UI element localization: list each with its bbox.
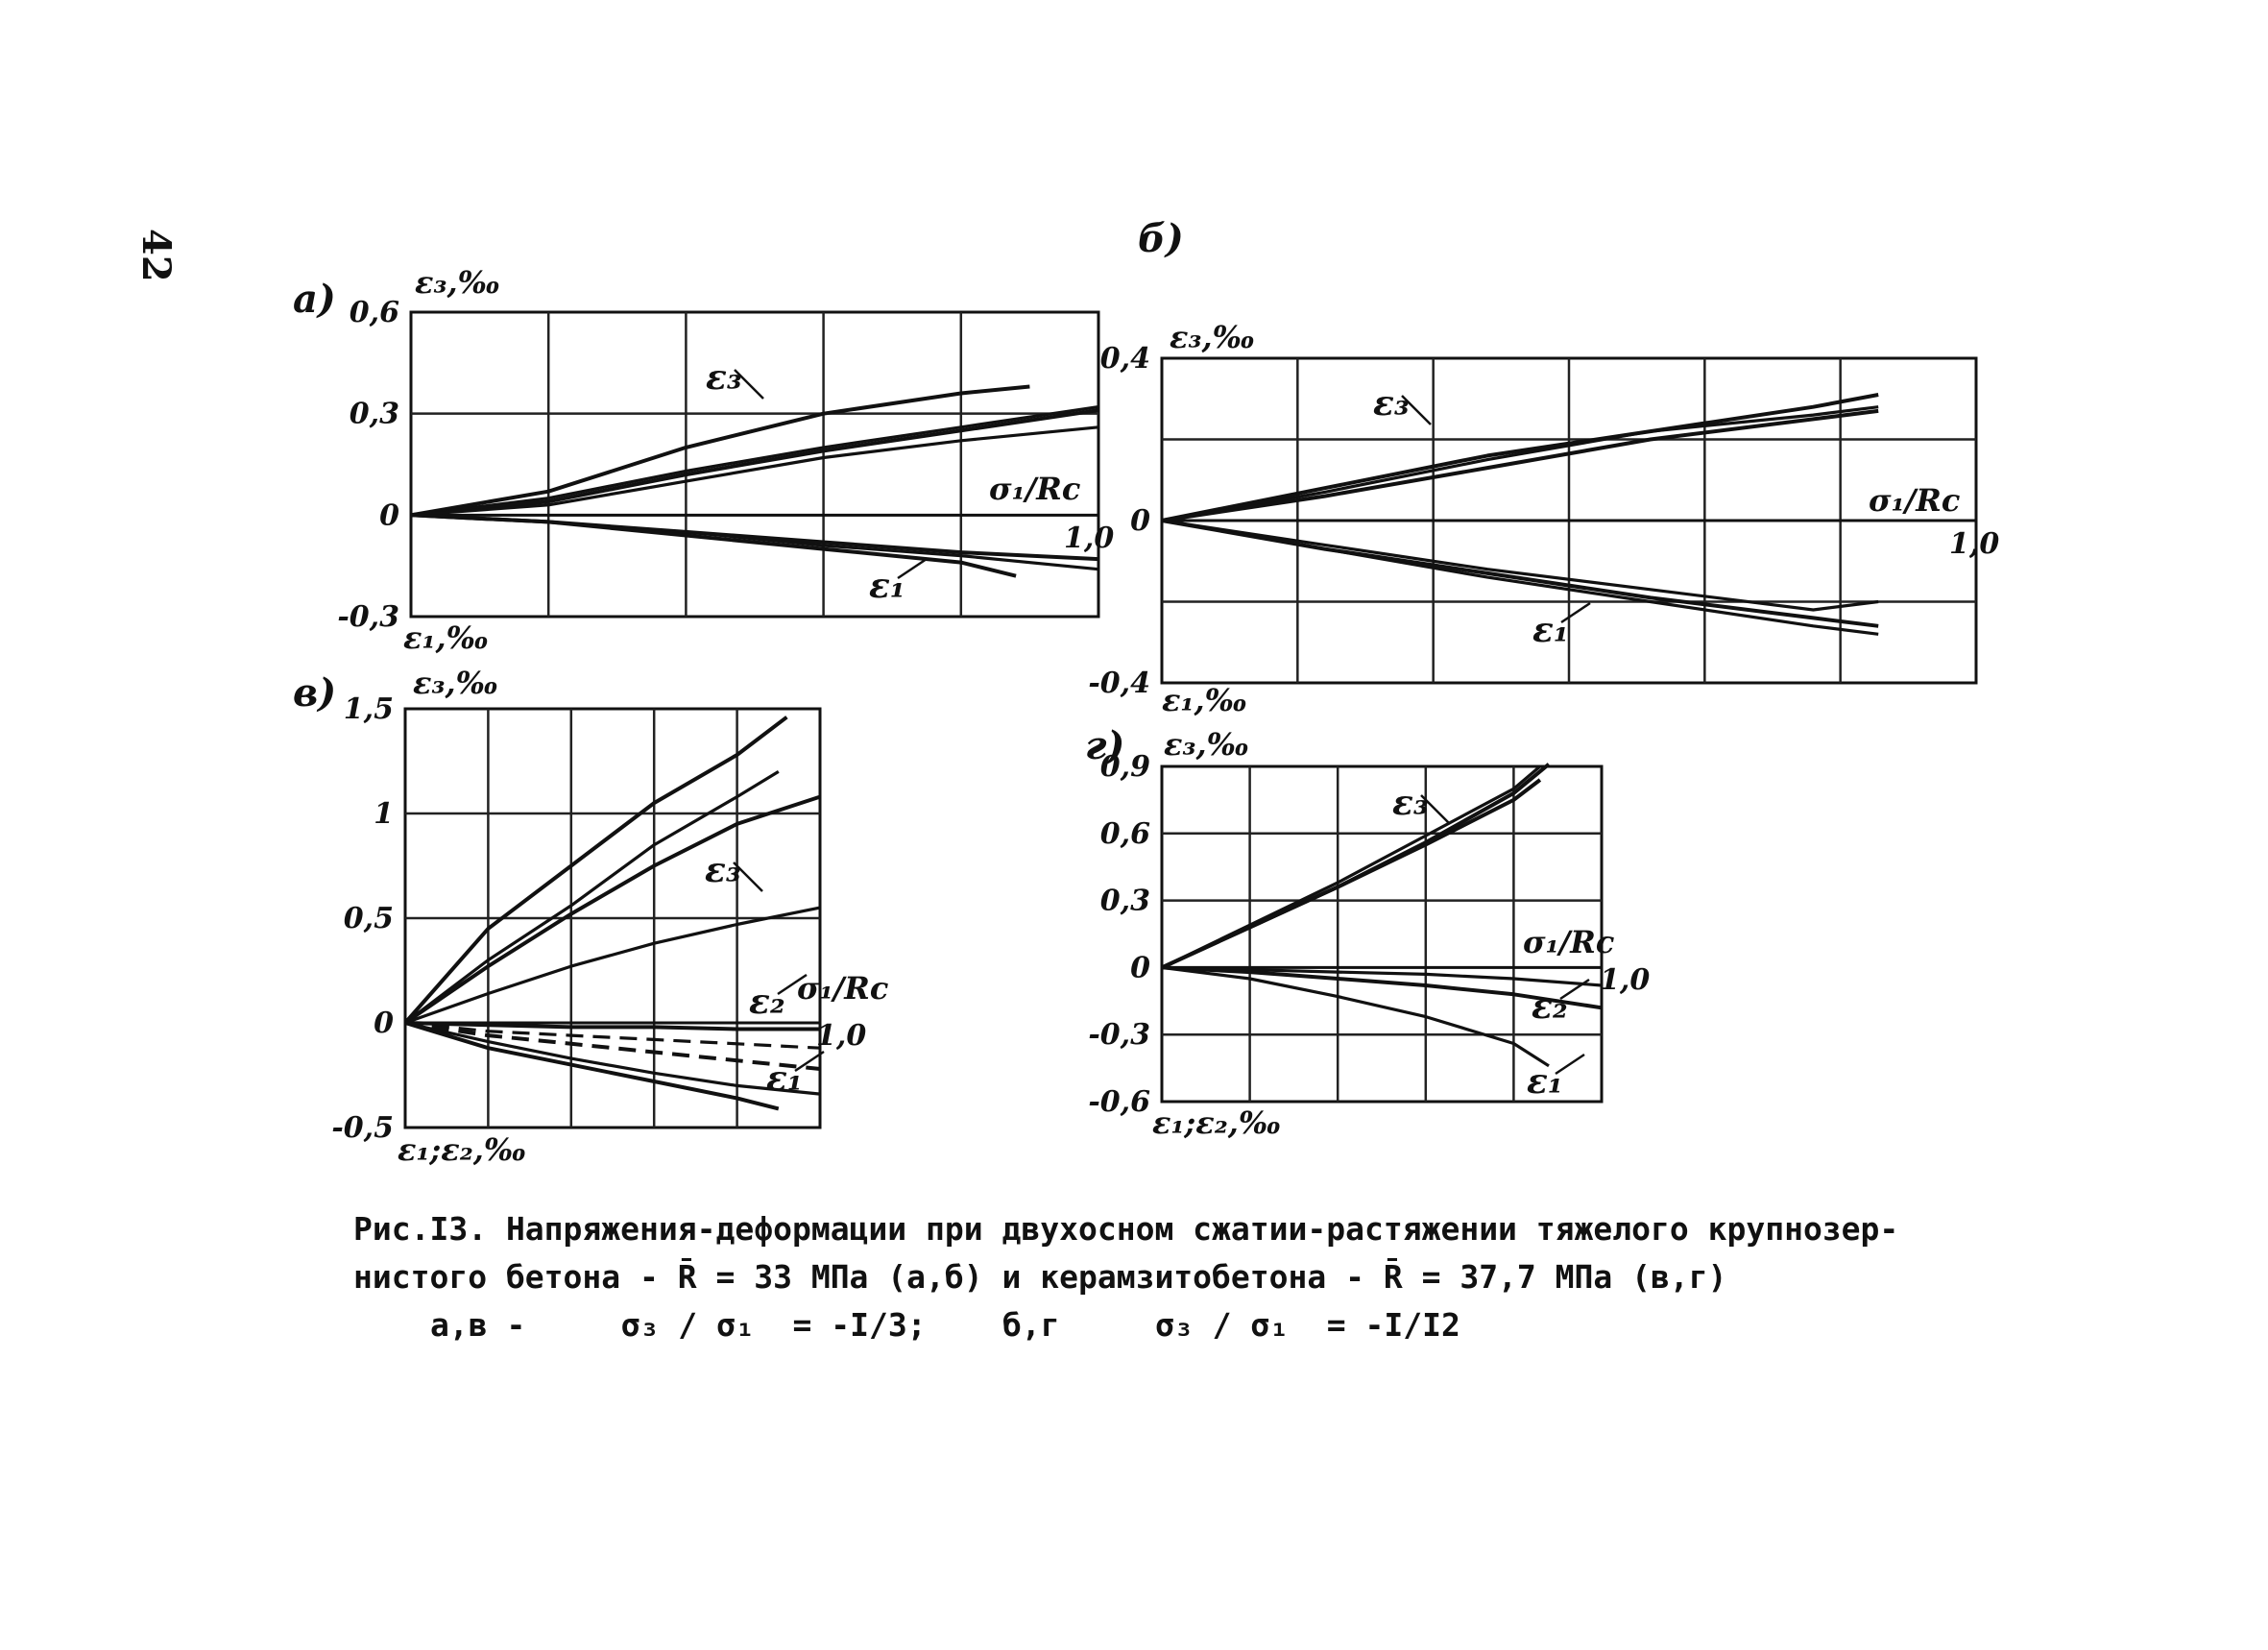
y-axis-label-bottom: ε₁,‰: [1162, 682, 1247, 718]
curve-label: ε₃: [705, 850, 741, 890]
y-tick-label: -0,6: [1088, 1085, 1150, 1119]
curve-label: ε₃: [1373, 383, 1410, 424]
panel-v: [293, 665, 888, 1168]
figure-caption: [353, 1205, 1986, 1349]
caption-line-1: Рис.I3. Напряжения-деформации при двухосном сжатии-растяжении тяжелого крупнозер-: [353, 1210, 1899, 1248]
curve-label: ε₁: [1527, 1061, 1563, 1102]
curve-label: ε₁: [766, 1058, 803, 1099]
y-tick-label: 1: [374, 797, 394, 831]
series-line-2: [1162, 766, 1540, 967]
x-tick-label: 1,0: [816, 1019, 867, 1053]
y-tick-label: 0,9: [1099, 750, 1150, 784]
y-tick-label: -0,3: [1088, 1018, 1150, 1053]
panel-label: г): [1085, 723, 1125, 768]
y-tick-label: 0: [1130, 504, 1150, 538]
y-tick-label: 0: [374, 1007, 394, 1040]
x-axis-label: σ₁/Rc: [797, 970, 889, 1007]
y-tick-label: 0,3: [1099, 884, 1150, 918]
y-axis-label-top: ε₃,‰: [1170, 319, 1255, 355]
caption-line-3: а,в - σ₃ / σ₁ = -I/3; б,г σ₃ / σ₁ = -I/I2: [430, 1306, 1460, 1344]
curve-label: ε₂: [1532, 986, 1568, 1027]
panel-a: [293, 264, 1114, 656]
curve-label: ε₃: [706, 357, 742, 398]
series-line-6: [1162, 967, 1549, 1065]
series-line-4: [1162, 521, 1878, 610]
panel-g: [1085, 723, 1650, 1141]
y-tick-label: 0,6: [1099, 816, 1150, 851]
y-tick-label: 0,6: [349, 296, 399, 329]
y-axis-label-top: ε₃,‰: [413, 665, 498, 701]
x-tick-label: 1,0: [1064, 522, 1115, 555]
y-tick-label: 0,3: [349, 397, 399, 431]
x-tick-label: 1,0: [1949, 527, 2000, 561]
y-tick-label: 0: [379, 498, 399, 533]
y-tick-label: 0,5: [343, 902, 394, 935]
y-tick-label: -0,5: [331, 1111, 394, 1145]
caption-line-2: нистого бетона - R̄ = 33 МПа (а,б) и керамзитобетона - R̄ = 37,7 МПа (в,г): [353, 1258, 1727, 1296]
series-line-7: [411, 515, 1016, 575]
y-axis-label-top: ε₃,‰: [415, 264, 500, 301]
curve-label: ε₃: [1392, 783, 1429, 823]
y-tick-label: 0: [1130, 951, 1150, 985]
panel-label: а): [293, 277, 336, 322]
y-tick-label: -0,3: [337, 600, 399, 634]
x-axis-label: σ₁/Rc: [1869, 482, 1961, 519]
y-tick-label: -0,4: [1088, 667, 1150, 700]
y-axis-label-bottom: ε₁;ε₂,‰: [1152, 1104, 1282, 1141]
series-line-1: [411, 387, 1029, 516]
panel-b: [1088, 216, 1999, 718]
curve-label: ε₁: [869, 566, 905, 606]
y-axis-label-bottom: ε₁,‰: [403, 619, 489, 656]
x-axis-label: σ₁/Rc: [989, 471, 1081, 507]
page-number: 42: [133, 229, 179, 282]
panel-label: б): [1138, 216, 1184, 261]
y-tick-label: 0,4: [1099, 342, 1150, 376]
curve-label: ε₂: [749, 982, 785, 1022]
y-axis-label-bottom: ε₁;ε₂,‰: [398, 1131, 527, 1168]
series-line-1: [1162, 764, 1549, 968]
x-tick-label: 1,0: [1600, 963, 1651, 997]
y-axis-label-top: ε₃,‰: [1164, 726, 1249, 763]
panel-label: в): [293, 670, 337, 716]
y-tick-label: 1,5: [343, 692, 394, 726]
series-line-3: [1162, 411, 1878, 521]
x-axis-label: σ₁/Rc: [1523, 924, 1615, 960]
curve-label: ε₁: [1532, 610, 1569, 650]
